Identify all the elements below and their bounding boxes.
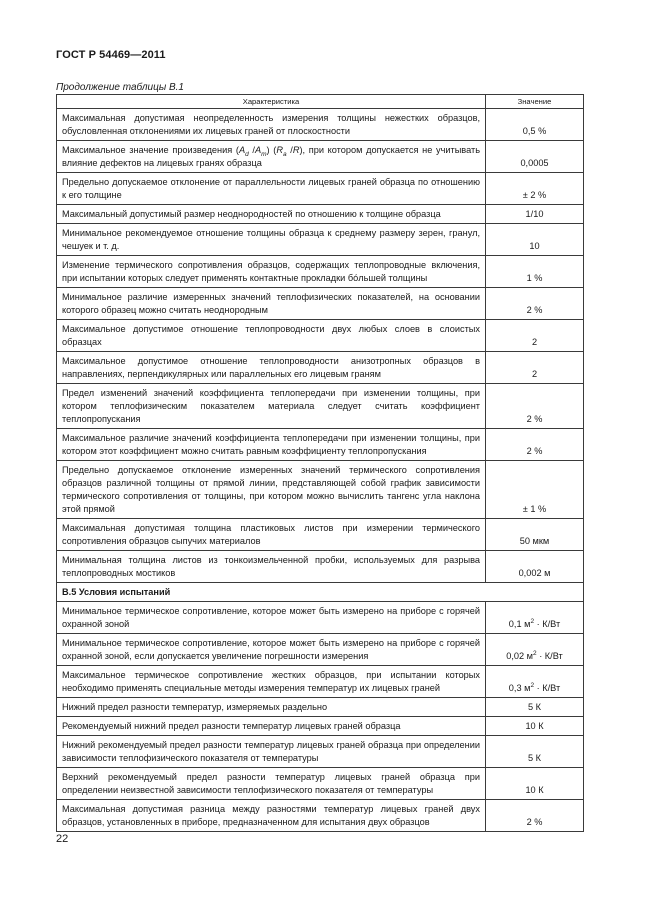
characteristic-cell: Максимальное допустимое отношение теплопроводности анизотропных образцов в направлениях, перпендикулярных или параллельных его лицевым граням (57, 352, 486, 384)
page-number: 22 (56, 833, 69, 845)
table-row (57, 141, 584, 173)
value-cell: 0,002 м (486, 551, 584, 583)
table-row (57, 320, 584, 352)
section-title: В.5 Условия испытаний (57, 583, 584, 602)
characteristic-cell: Нижний рекомендуемый предел разности температур лицевых граней образца при определении зависимости теплофизического показателя от температуры (57, 736, 486, 768)
table-row (57, 768, 584, 800)
document-code: ГОСТ Р 54469—2011 (56, 49, 166, 61)
value-cell: 2 (486, 352, 584, 384)
value-cell: 0,0005 (486, 141, 584, 173)
value-cell: 2 (486, 320, 584, 352)
characteristic-cell: Максимальное значение произведения ($A_d$ $/A_m$) ($R_a$ /R), при котором допускается не учитывать влияние дефектов на лицевых гранях образца (57, 141, 486, 173)
characteristic-cell: Минимальное рекомендуемое отношение толщины образца к среднему размеру зерен, гранул, чешуек и т. д. (57, 224, 486, 256)
column-header-value: Значение (486, 95, 584, 109)
table-row (57, 602, 584, 634)
section-heading-row (57, 583, 584, 602)
value-cell: 5 К (486, 698, 584, 717)
table-row (57, 429, 584, 461)
table-row (57, 800, 584, 832)
characteristic-cell: Рекомендуемый нижний предел разности температур лицевых граней образца (57, 717, 486, 736)
value-cell: 0,02 $м^2 \cdot К/Вт$ (486, 634, 584, 666)
table-row (57, 698, 584, 717)
table-row (57, 666, 584, 698)
table-row (57, 461, 584, 519)
value-cell: 1/10 (486, 205, 584, 224)
characteristic-cell: Изменение термического сопротивления образцов, содержащих теплопроводные включения, при испытании которых следует применять контактные прокладки бо́льшей толщины (57, 256, 486, 288)
table-row (57, 384, 584, 429)
characteristic-cell: Минимальная толщина листов из тонкоизмельченной пробки, используемых для разрыва теплопроводных мостиков (57, 551, 486, 583)
characteristic-cell: Максимальное термическое сопротивление жестких образцов, при испытании которых необходимо применять специальные методы измерения температур их лицевых граней (57, 666, 486, 698)
value-cell: 50 мкм (486, 519, 584, 551)
value-cell: 1 % (486, 256, 584, 288)
table-row (57, 519, 584, 551)
characteristic-cell: Максимальная допустимая толщина пластиковых листов при измерении термического сопротивления образцов сыпучих материалов (57, 519, 486, 551)
value-cell: 0,3 $м^2 \cdot К/Вт$ (486, 666, 584, 698)
value-cell: 10 К (486, 717, 584, 736)
value-cell: 2 % (486, 800, 584, 832)
column-header-characteristic: Характеристика (57, 95, 486, 109)
table-row (57, 717, 584, 736)
value-cell: ± 1 % (486, 461, 584, 519)
value-cell: ± 2 % (486, 173, 584, 205)
value-cell: 10 К (486, 768, 584, 800)
characteristic-cell: Минимальное термическое сопротивление, которое может быть измерено на приборе с горячей охранной зоной, если допускается увеличение погрешности измерения (57, 634, 486, 666)
table-row (57, 736, 584, 768)
value-cell: 2 % (486, 384, 584, 429)
value-cell: 0,1 $м^2 \cdot К/Вт$ (486, 602, 584, 634)
table-row (57, 288, 584, 320)
characteristic-cell: Максимальный допустимый размер неоднородностей по отношению к толщине образца (57, 205, 486, 224)
value-cell: 5 К (486, 736, 584, 768)
table-row (57, 205, 584, 224)
characteristic-cell: Предельно допускаемое отклонение от параллельности лицевых граней образца по отношению к его толщине (57, 173, 486, 205)
table-row (57, 109, 584, 141)
value-cell: 2 % (486, 429, 584, 461)
table-caption: Продолжение таблицы В.1 (56, 82, 184, 93)
value-cell: 2 % (486, 288, 584, 320)
table-header-row (57, 95, 584, 109)
characteristic-cell: Нижний предел разности температур, измеряемых раздельно (57, 698, 486, 717)
table-row (57, 352, 584, 384)
characteristic-cell: Минимальное различие измеренных значений теплофизических показателей, на основании которого образец можно считать неоднородным (57, 288, 486, 320)
characteristic-cell: Верхний рекомендуемый предел разности температур лицевых граней образца при определении неизвестной зависимости теплофизического показателя от температуры (57, 768, 486, 800)
specification-table (56, 94, 584, 832)
characteristic-cell: Предельно допускаемое отклонение измеренных значений термического сопротивления образцов различной толщины от прямой линии, представляющей собой график зависимости термического сопротивления от толщины, при котором можно вычислить тангенс угла наклона этой прямой (57, 461, 486, 519)
table-row (57, 224, 584, 256)
table-row (57, 256, 584, 288)
characteristic-cell: Максимальное допустимое отношение теплопроводности двух любых слоев в слоистых образцах (57, 320, 486, 352)
characteristic-cell: Максимальная допустимая неопределенность измерения толщины нежестких образцов, обусловленная отклонениями их лицевых граней от плоскостности (57, 109, 486, 141)
characteristic-cell: Максимальное различие значений коэффициента теплопередачи при изменении толщины, при котором этот коэффициент можно считать равным коэффициенту теплопропускания (57, 429, 486, 461)
value-cell: 10 (486, 224, 584, 256)
characteristic-cell: Максимальная допустимая разница между разностями температур лицевых граней двух образцов, установленных в приборе, предназначенном для испытания двух образцов (57, 800, 486, 832)
table-row (57, 173, 584, 205)
characteristic-cell: Минимальное термическое сопротивление, которое может быть измерено на приборе с горячей охранной зоной (57, 602, 486, 634)
table-row (57, 551, 584, 583)
characteristic-cell: Предел изменений значений коэффициента теплопередачи при изменении толщины, при котором теплофизическим показателем материала следует считать коэффициент теплопропускания (57, 384, 486, 429)
value-cell: 0,5 % (486, 109, 584, 141)
table-row (57, 634, 584, 666)
